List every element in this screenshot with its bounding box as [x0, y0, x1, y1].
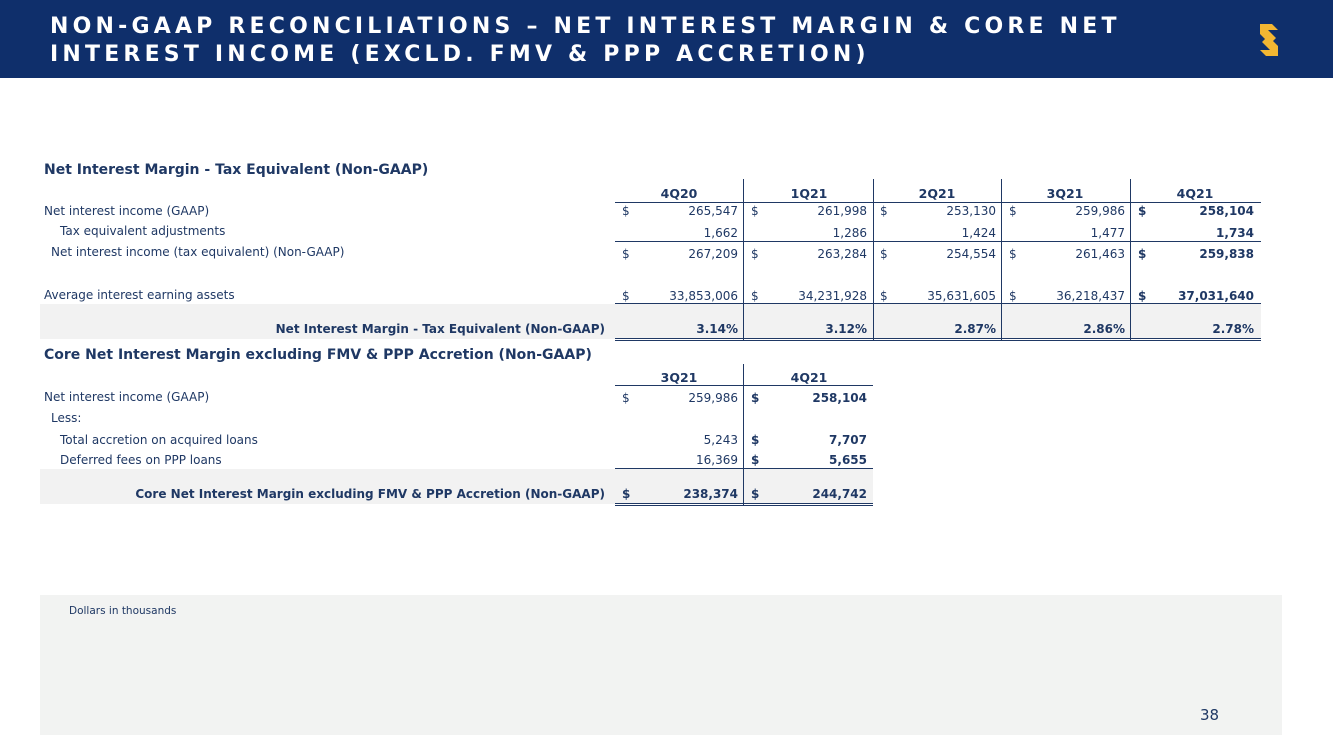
dollar-sign: $: [622, 391, 630, 405]
total-label: Net Interest Margin - Tax Equivalent (Non-GAAP): [275, 322, 605, 336]
total-double-rule: [615, 503, 873, 506]
cell-value: 265,547: [688, 204, 738, 218]
header-rule: [615, 385, 873, 386]
nim-col-header: 4Q21: [1176, 186, 1214, 201]
core-col-header: 4Q21: [790, 370, 828, 385]
cell-value: 2.87%: [954, 322, 996, 336]
cell-value: 37,031,640: [1178, 289, 1254, 303]
cell-value: 258,104: [812, 391, 867, 405]
row-label: Net interest income (GAAP): [44, 390, 210, 404]
header-rule: [615, 202, 1261, 203]
row-label: Average interest earning assets: [44, 288, 235, 302]
dollar-sign: $: [880, 289, 888, 303]
row-label: Deferred fees on PPP loans: [60, 453, 222, 467]
core-col-header: 3Q21: [660, 370, 698, 385]
column-divider: [743, 304, 744, 340]
row-label: Net interest income (GAAP): [44, 204, 210, 218]
dollar-sign: $: [880, 247, 888, 261]
cell-value: 254,554: [946, 247, 996, 261]
dollar-sign: $: [751, 453, 760, 467]
page-title: NON-GAAP RECONCILIATIONS – NET INTEREST MARGIN & CORE NET INTEREST INCOME (EXCLD. FMV & PPP ACCRETION): [50, 14, 1121, 67]
column-divider: [1001, 304, 1002, 340]
column-divider: [1130, 304, 1131, 340]
cell-value: 259,986: [1075, 204, 1125, 218]
total-double-rule: [615, 338, 1261, 341]
subtotal-rule: [615, 241, 1261, 242]
footnote: Dollars in thousands: [69, 605, 177, 617]
nim-col-header: 4Q20: [660, 186, 698, 201]
total-label: Core Net Interest Margin excluding FMV & PPP Accretion (Non-GAAP): [135, 487, 605, 501]
cell-value: 2.86%: [1083, 322, 1125, 336]
cell-value: 253,130: [946, 204, 996, 218]
cell-value: 5,243: [703, 433, 738, 447]
page-number: 38: [1200, 706, 1220, 724]
cell-value: 5,655: [829, 453, 867, 467]
row-label: Total accretion on acquired loans: [60, 433, 258, 447]
cell-value: 36,218,437: [1056, 289, 1125, 303]
row-label: Tax equivalent adjustments: [60, 224, 226, 238]
nim-col-header: 1Q21: [790, 186, 828, 201]
footnote-panel: [40, 595, 1282, 735]
cell-value: 261,998: [817, 204, 867, 218]
column-divider: [873, 304, 874, 340]
row-label: Net interest income (tax equivalent) (Non-GAAP): [51, 245, 345, 259]
dollar-sign: $: [751, 247, 759, 261]
cell-value: 259,986: [688, 391, 738, 405]
cell-value: 1,662: [703, 226, 738, 240]
dollar-sign: $: [1009, 247, 1017, 261]
dollar-sign: $: [880, 204, 888, 218]
cell-value: 1,424: [961, 226, 996, 240]
column-divider: [743, 469, 744, 505]
cell-value: 2.78%: [1212, 322, 1254, 336]
dollar-sign: $: [1009, 204, 1017, 218]
dollar-sign: $: [622, 289, 630, 303]
cell-value: 267,209: [688, 247, 738, 261]
cell-value: 259,838: [1199, 247, 1254, 261]
dollar-sign: $: [1138, 247, 1147, 261]
core-section-title: Core Net Interest Margin excluding FMV & PPP Accretion (Non-GAAP): [44, 347, 592, 363]
dollar-sign: $: [622, 487, 631, 501]
dollar-sign: $: [751, 391, 760, 405]
cell-value: 261,463: [1075, 247, 1125, 261]
cell-value: 1,286: [832, 226, 867, 240]
nim-col-header: 2Q21: [918, 186, 956, 201]
nim-section-title: Net Interest Margin - Tax Equivalent (Non-GAAP): [44, 162, 429, 178]
cell-value: 3.12%: [825, 322, 867, 336]
dollar-sign: $: [751, 487, 760, 501]
cell-value: 33,853,006: [669, 289, 738, 303]
nim-col-header: 3Q21: [1046, 186, 1084, 201]
dollar-sign: $: [751, 289, 759, 303]
cell-value: 238,374: [683, 487, 738, 501]
cell-value: 34,231,928: [798, 289, 867, 303]
dollar-sign: $: [622, 247, 630, 261]
cell-value: 1,477: [1090, 226, 1125, 240]
s-logo-icon: [1254, 20, 1284, 60]
cell-value: 7,707: [829, 433, 867, 447]
dollar-sign: $: [751, 433, 760, 447]
cell-value: 263,284: [817, 247, 867, 261]
dollar-sign: $: [1138, 204, 1147, 218]
dollar-sign: $: [1009, 289, 1017, 303]
cell-value: 16,369: [696, 453, 738, 467]
cell-value: 35,631,605: [927, 289, 996, 303]
cell-value: 3.14%: [696, 322, 738, 336]
cell-value: 258,104: [1199, 204, 1254, 218]
header-banner: [0, 0, 1333, 78]
dollar-sign: $: [622, 204, 630, 218]
dollar-sign: $: [751, 204, 759, 218]
cell-value: 1,734: [1216, 226, 1254, 240]
dollar-sign: $: [1138, 289, 1147, 303]
row-label: Less:: [51, 411, 82, 425]
cell-value: 244,742: [812, 487, 867, 501]
